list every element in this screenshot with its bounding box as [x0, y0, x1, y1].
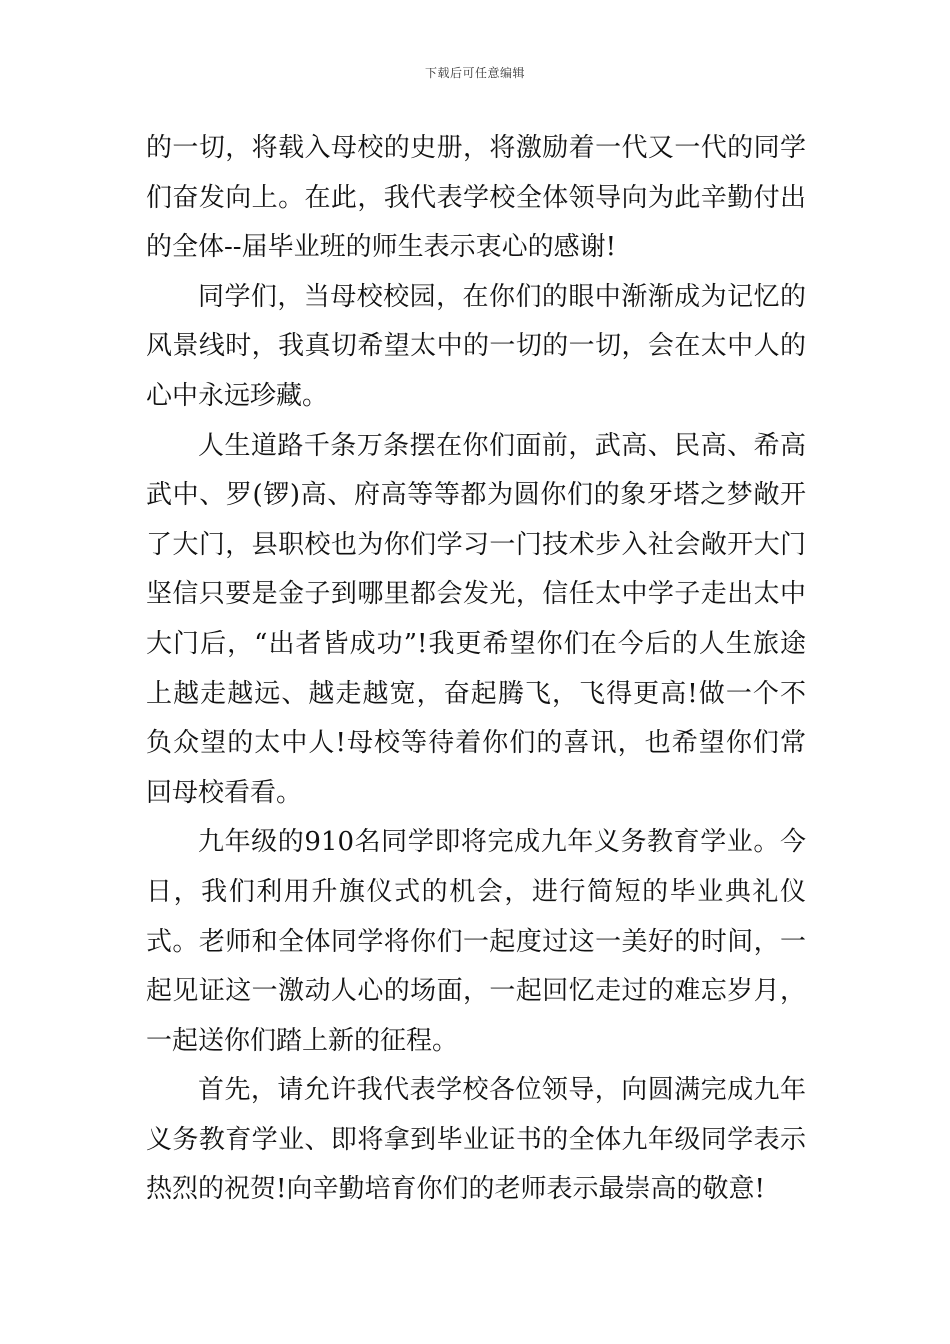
paragraph-5: 首先，请允许我代表学校各位领导，向圆满完成九年义务教育学业、即将拿到毕业证书的全体九年级同学表示热烈的祝贺!向辛勤培育你们的老师表示最崇高的敬意! — [146, 1075, 806, 1205]
paragraph-3: 人生道路千条万条摆在你们面前，武高、民高、希高武中、罗(锣)高、府高等等都为圆你们的象牙塔之梦敞开了大门，县职校也为你们学习一门技术步入社会敞开大门坚信只要是金子到哪里都会发光，信任太中学子走出太中大门后，“出者皆成功”!我更希望你们在今后的人生旅途上越走越远、越走越宽，奋起腾飞，飞得更高!做一个不负众望的太中人!母校等待着你们的喜讯，也希望你们常回母校看看。 — [146, 430, 806, 808]
paragraph-2: 同学们，当母校校园，在你们的眼中渐渐成为记忆的风景线时，我真切希望太中的一切的一切，会在太中人的心中永远珍藏。 — [146, 281, 806, 411]
paragraph-1: 的一切，将载入母校的史册，将激励着一代又一代的同学们奋发向上。在此，我代表学校全体领导向为此辛勤付出的全体--届毕业班的师生表示衷心的感谢! — [146, 133, 806, 263]
paragraph-4: 九年级的910名同学即将完成九年义务教育学业。今日，我们利用升旗仪式的机会，进行简短的毕业典礼仪式。老师和全体同学将你们一起度过这一美好的时间，一起见证这一激动人心的场面，一起回忆走过的难忘岁月，一起送你们踏上新的征程。 — [146, 827, 806, 1056]
page-header: 下载后可任意编辑 — [424, 66, 525, 80]
document-body — [146, 124, 806, 1215]
